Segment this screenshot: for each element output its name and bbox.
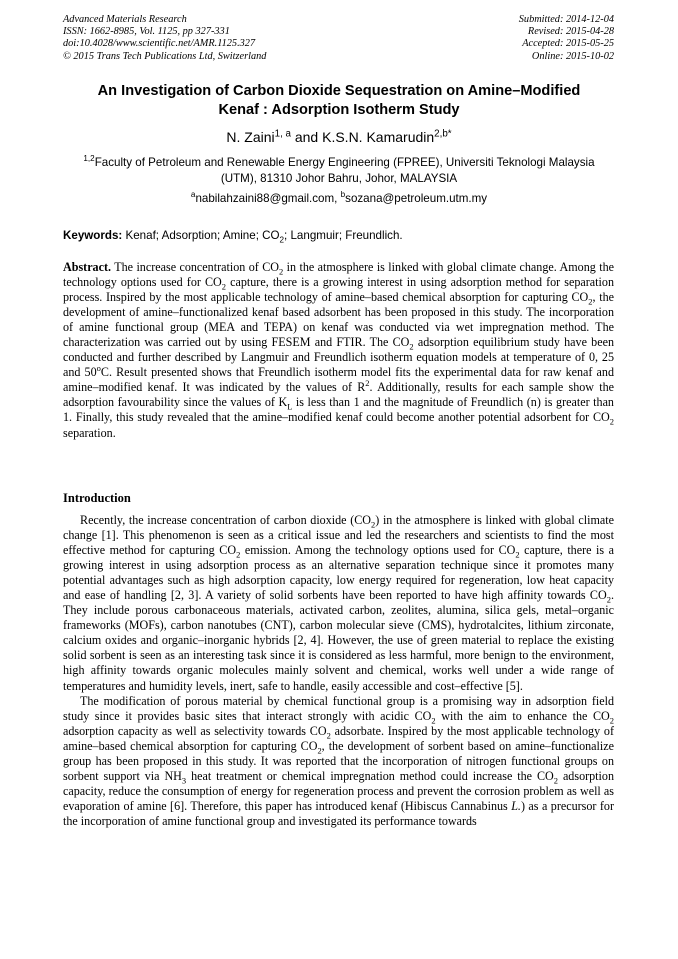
subscript: 2 xyxy=(409,341,414,352)
abstract xyxy=(63,260,614,441)
subscript: 2 xyxy=(326,730,331,741)
affiliation-marker: 1,2 xyxy=(83,154,95,164)
abstract-label: Abstract. xyxy=(63,260,112,274)
abstract-text: is less than 1 and the magnitude of Freundlich (n) is greater than 1. Finally, this study revealed that the amine–modified kenaf could become another potential adsorbent for CO xyxy=(63,395,614,425)
paragraph-text: heat treatment or chemical impregnation method could increase the CO xyxy=(186,768,554,783)
introduction-body xyxy=(63,513,614,829)
paragraph-text: with the aim to enhance the CO xyxy=(435,708,610,723)
subscript: 3 xyxy=(181,775,187,786)
accepted-date: Accepted: 2015-05-25 xyxy=(522,38,614,50)
issn-line: ISSN: 1662-8985, Vol. 1125, pp 327-331 xyxy=(63,26,230,38)
subscript: 2 xyxy=(588,296,593,307)
abstract-text: capture, there is a growing interest in using adsorption method for separation process. Inspired by the most applicable technology of amine–based chemical absorption for capturing CO xyxy=(63,275,614,305)
doi-line: doi:10.4028/www.scientific.net/AMR.1125.327 xyxy=(63,38,256,50)
subscript: 2 xyxy=(609,416,614,427)
paragraph-text: , the development of sorbent based on amine–functionalize group has been proposed in this study. It was reported that the incorporation of nitrogen functional groups on sorbent support via NH xyxy=(63,738,614,783)
intro-paragraph-2 xyxy=(63,694,614,829)
subscript: 2 xyxy=(515,549,520,560)
keywords-subscript: 2 xyxy=(279,235,285,245)
author-1-affiliation-marker: 1, a xyxy=(274,128,291,140)
subscript: 2 xyxy=(371,519,376,530)
email-b-link[interactable]: sozana@petroleum.utm.my xyxy=(345,192,488,205)
email-b-marker: b xyxy=(340,190,346,200)
subscript: L xyxy=(287,401,293,412)
subscript: 2 xyxy=(221,281,227,292)
copyright-line: © 2015 Trans Tech Publications Ltd, Switzerland xyxy=(63,50,267,62)
email-separator: , xyxy=(334,192,341,205)
paragraph-text: adsorption capacity, reduce the consumption of energy for regeneration process and prevent the corrosion problem as well as evaporation of amine [6]. Therefore, this paper has introduced kenaf (Hibiscus Cannabinus xyxy=(63,768,614,813)
abstract-text: The increase concentration of CO xyxy=(111,260,279,274)
subscript: 2 xyxy=(279,266,284,277)
author-2: K.S.N. Kamarudin xyxy=(322,129,435,145)
intro-paragraph-1 xyxy=(63,513,614,694)
paragraph-text: Recently, the increase concentration of carbon dioxide (CO xyxy=(80,513,372,527)
subscript: 2 xyxy=(431,715,436,726)
journal-info xyxy=(63,14,266,63)
publication-dates xyxy=(519,14,614,63)
abstract-text: in the atmosphere is linked with global climate change. Among the technology options used for CO xyxy=(63,260,614,290)
title-line-1: An Investigation of Carbon Dioxide Sequestration on Amine–Modified xyxy=(97,83,581,99)
subscript: 2 xyxy=(609,715,614,726)
paragraph-text: capture, there is a growing interest in using adsorption process as an alternative separation technique since it promotes many potential advantages such as high adsorption capacity, low energy required for regeneration, low heat capacity and ease of handling [2, 3]. A variety of solid sorbents have been reported to have high affinity towards CO xyxy=(63,543,614,603)
subscript: 2 xyxy=(553,775,559,786)
paragraph-text: . They include porous carbonaceous materials, activated carbon, zeolites, alumina, silica gels, metal–organic frameworks (MOFs), carbon nanotubes (CNT), carbon molecular sieve (CMS), hydrotalcites, lithium zirconate, calcium oxides and organic–inorganic hybrids [2, 4]. However, the use of green material to replace the existing solid sorbent is seen as an interesting task since it is considered as less harmful, more benign to the environment, high affinity towards organic molecules mainly solvent and chemical, works well under a wide range of temperatures and humidity levels, inert, safe to handle, easily accessible and cost–effective [5]. xyxy=(63,588,614,693)
subscript: 2 xyxy=(317,745,322,756)
author-1: N. Zaini xyxy=(226,129,275,145)
keywords xyxy=(63,228,614,244)
author-emails xyxy=(60,191,618,207)
email-a-link[interactable]: nabilahzaini88@gmail.com xyxy=(195,192,335,205)
author-2-affiliation-marker: 2,b* xyxy=(434,128,452,140)
author-conjunction: and xyxy=(290,129,323,145)
abstract-text: . Additionally, results for each sample show the adsorption favourability since the values of K xyxy=(63,380,614,410)
email-a-marker: a xyxy=(190,190,196,200)
affiliation-text: Faculty of Petroleum and Renewable Energy Engineering (FPREE), Universiti Teknologi Malaysia (UTM), 81310 Johor Bahru, Johor, MALAYSIA xyxy=(94,156,595,185)
species-italic: L. xyxy=(511,798,521,813)
paragraph-text: The modification of porous material by chemical functional group is a promising way in adsorption field study since it provides basic sites that interact strongly with acidic CO xyxy=(63,693,614,723)
subscript: 2 xyxy=(606,594,611,605)
paragraph-text: adsorption capacity as well as selectivity towards CO xyxy=(63,723,327,738)
abstract-text: separation. xyxy=(63,425,116,440)
revised-date: Revised: 2015-04-28 xyxy=(527,26,614,38)
subscript: 2 xyxy=(236,549,241,560)
journal-name: Advanced Materials Research xyxy=(63,14,187,25)
paragraph-text: ) as a precursor for the incorporation of amine functional group and investigated its performance towards xyxy=(63,798,614,828)
abstract-text: C. Result presented shows that Freundlich isotherm model fits the experimental data for raw kenaf and amine–modified kenaf. It was indicated by the values of R xyxy=(63,365,614,395)
paper-title xyxy=(60,82,618,120)
abstract-text: adsorption equilibrium study have been conducted and further described by Langmuir and Freundlich isotherm equation models at temperature of 0, 25 and 50 xyxy=(63,335,614,380)
keywords-text: ; Langmuir; Freundlich. xyxy=(284,229,403,242)
squared-superscript: 2 xyxy=(365,378,370,389)
author-list xyxy=(60,128,618,146)
online-date: Online: 2015-10-02 xyxy=(531,50,614,62)
submitted-date: Submitted: 2014-12-04 xyxy=(518,14,614,25)
title-line-2: Kenaf : Adsorption Isotherm Study xyxy=(218,102,460,118)
keywords-label: Keywords: xyxy=(63,229,123,242)
affiliation xyxy=(82,155,596,187)
keywords-text: Kenaf; Adsorption; Amine; CO xyxy=(122,229,280,242)
abstract-text: , the development of amine–functionalized kenaf based adsorbent has been proposed in this study. The incorporation of amine functional group (MEA and TEPA) on kenaf was conducted via wet impregnation method. The characterization was carried out by using FESEM and FTIR. The CO xyxy=(63,290,614,350)
paragraph-text: adsorbate. Inspired by the most applicable technology of amine–based chemical absorption for capturing CO xyxy=(63,723,614,753)
paragraph-text: emission. Among the technology options used for CO xyxy=(240,543,516,558)
paragraph-text: ) in the atmosphere is linked with global climate change [1]. This phenomenon is seen as a critical issue and led the researchers and scientists to find the most effective method for capturing CO xyxy=(63,513,614,558)
section-heading-introduction: Introduction xyxy=(63,491,131,505)
degree-superscript: o xyxy=(96,363,101,374)
